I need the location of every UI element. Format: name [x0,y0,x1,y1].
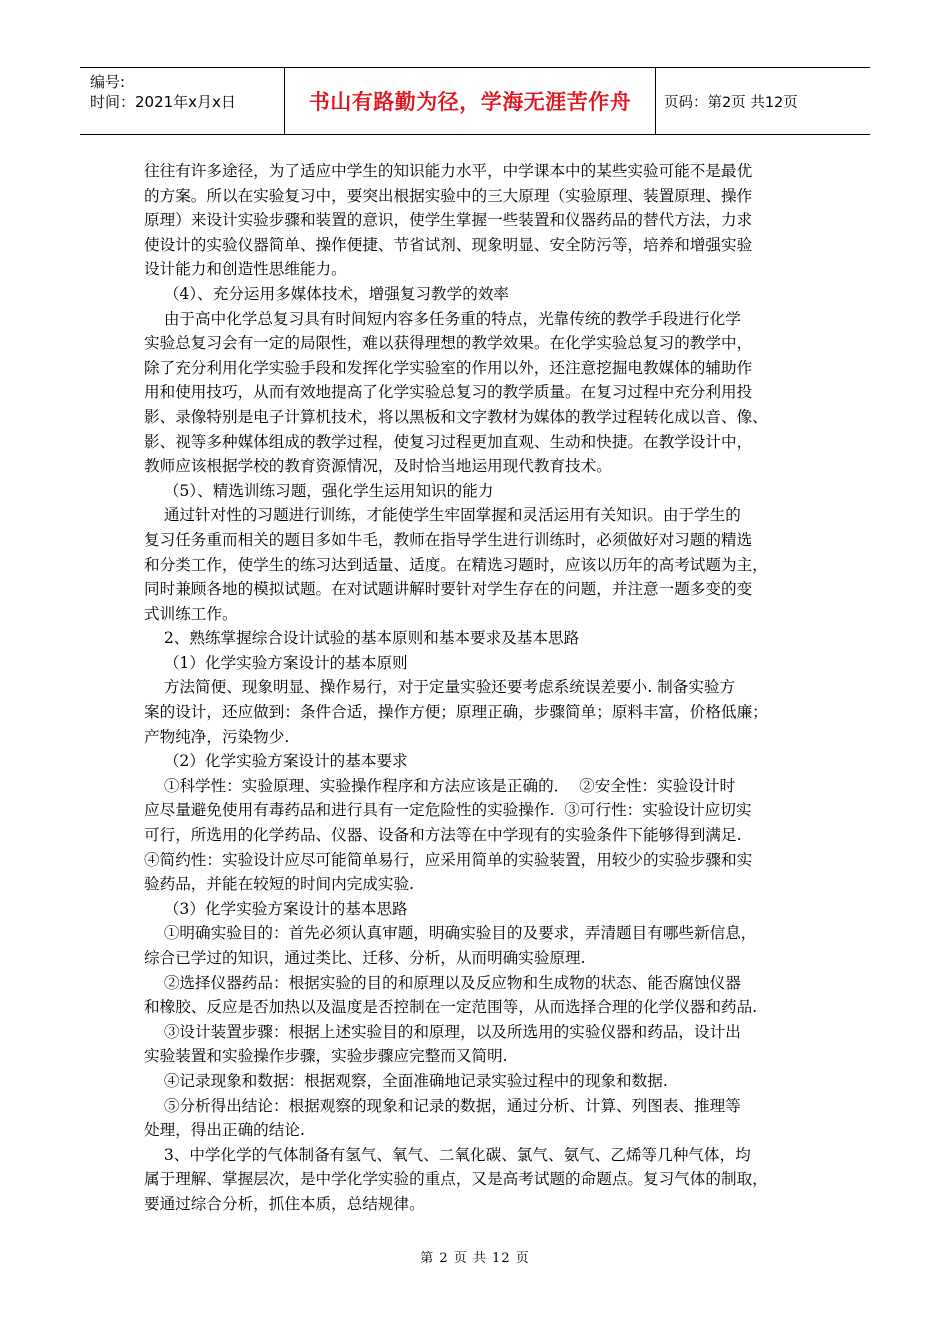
page-footer: 第 2 页 共 12 页 [420,1251,530,1266]
date-line: 时间：2021年x月x日 [90,93,236,111]
text-line: 除了充分利用化学实验手段和发挥化学实验室的作用以外，还注意挖掘电教媒体的辅助作 [144,358,753,377]
text-line: ①明确实验目的：首先必须认真审题，明确实验目的及要求，弄清题目有哪些新信息， [144,924,757,943]
text-line: 复习任务重而相关的题目多如牛毛，教师在指导学生进行训练时，必须做好对习题的精选 [144,530,753,549]
text-line: 方法简便、现象明显、操作易行，对于定量实验还要考虑系统误差要小. 制备实验方 [144,678,736,697]
text-line: ③设计装置步骤：根据上述实验目的和原理，以及所选用的实验仪器和药品，设计出 [144,1022,741,1041]
text-line: 案的设计，还应做到：条件合适，操作方便；原理正确，步骤简单；原料丰富，价格低廉； [144,703,768,722]
text-line: ④记录现象和数据：根据观察，全面准确地记录实验过程中的现象和数据. [144,1071,668,1090]
text-line: （4）、充分运用多媒体技术，增强复习教学的效率 [144,284,510,303]
text-line: ⑤分析得出结论：根据观察的现象和记录的数据，通过分析、计算、列图表、推理等 [144,1096,741,1115]
text-line: 综合已学过的知识，通过类比、迁移、分析，从而明确实验原理. [144,949,586,967]
number-label: 编号: [90,73,126,91]
text-line: 影、视等多种媒体组成的教学过程，使复习过程更加直观、生动和快捷。在教学设计中， [144,432,753,451]
text-line: 原理）来设计实验步骤和装置的意识，使学生掌握一些装置和仪器药品的替代方法，力求 [144,211,753,230]
text-line: ①科学性：实验原理、实验操作程序和方法应该是正确的． ②安全性：实验设计时 [144,776,736,795]
text-line: 通过针对性的习题进行训练，才能使学生牢固掌握和灵活运用有关知识。由于学生的 [144,506,741,525]
text-line: 往往有许多途径，为了适应中学生的知识能力水平，中学课本中的某些实验可能不是最优 [144,162,753,180]
text-line: 用和使用技巧，从而有效地提高了化学实验总复习的教学质量。在复习过程中充分利用投 [144,383,753,402]
text-line: 要通过综合分析，抓住本质，总结规律。 [144,1194,425,1213]
text-line: ②选择仪器药品：根据实验的目的和原理以及反应物和生成物的状态、能否腐蚀仪器 [144,973,741,992]
text-line: 2、熟练掌握综合设计试验的基本原则和基本要求及基本思路 [144,629,580,648]
page-header [80,67,870,135]
text-line: 3、中学化学的气体制备有氢气、氧气、二氧化碳、氯气、氨气、乙烯等几种气体，均 [144,1145,751,1164]
text-line: 和分类工作，使学生的练习达到适量、适度。在精选习题时，应该以历年的高考试题为主， [144,555,768,574]
text-line: ④简约性：实验设计应尽可能简单易行，应采用简单的实验装置，用较少的实验步骤和实 [144,850,753,869]
text-line: （5）、精选训练习题，强化学生运用知识的能力 [144,481,494,500]
text-line: 应尽量避免使用有毒药品和进行具有一定危险性的实验操作. ③可行性：实验设计应切实 [144,801,752,820]
text-line: （3）化学实验方案设计的基本思路 [144,899,408,918]
text-line: 产物纯净，污染物少. [144,727,290,746]
text-line: 验药品，并能在较短的时间内完成实验. [144,875,415,894]
text-line: （2）化学实验方案设计的基本要求 [144,752,408,771]
text-line: 使设计的实验仪器简单、操作便捷、节省试剂、现象明显、安全防污等，培养和增强实验 [144,235,753,254]
text-line: 实验装置和实验操作步骤，实验步骤应完整而又简明. [144,1047,508,1066]
text-line: 处理，得出正确的结论. [144,1121,305,1140]
text-line: 的方案。所以在实验复习中，要突出根据实验中的三大原理（实验原理、装置原理、操作 [144,186,753,205]
motto-text: 书山有路勤为径，学海无涯苦作舟 [308,90,632,114]
text-line: 式训练工作。 [144,604,238,623]
header-page-cell [656,68,870,134]
text-line: （1）化学实验方案设计的基本原则 [144,653,408,672]
header-meta [80,68,284,134]
page-info: 页码：第2页 共12页 [664,94,798,111]
text-line: 同时兼顾各地的模拟试题。在对试题讲解时要针对学生存在的问题，并注意一题多变的变 [144,580,753,599]
text-line: 可行，所选用的化学药品、仪器、设备和方法等在中学现有的实验条件下能够得到满足. [144,826,742,845]
text-line: 属于理解、掌握层次，是中学化学实验的重点，又是高考试题的命题点。复习气体的制取， [144,1170,768,1189]
text-line: 实验总复习会有一定的局限性，难以获得理想的教学效果。在化学实验总复习的教学中， [144,334,753,353]
text-line: 由于高中化学总复习具有时间短内容多任务重的特点，光靠传统的教学手段进行化学 [144,309,741,328]
text-line: 设计能力和创造性思维能力。 [144,260,347,279]
text-line: 影、录像特别是电子计算机技术，将以黑板和文字教材为媒体的教学过程转化成以音、像、 [144,407,768,426]
text-line: 和橡胶、反应是否加热以及温度是否控制在一定范围等，从而选择合理的化学仪器和药品. [144,998,758,1017]
header-motto-cell [284,68,656,134]
body-text [144,159,812,1217]
text-line: 教师应该根据学校的教育资源情况，及时恰当地运用现代教育技术。 [144,457,612,476]
